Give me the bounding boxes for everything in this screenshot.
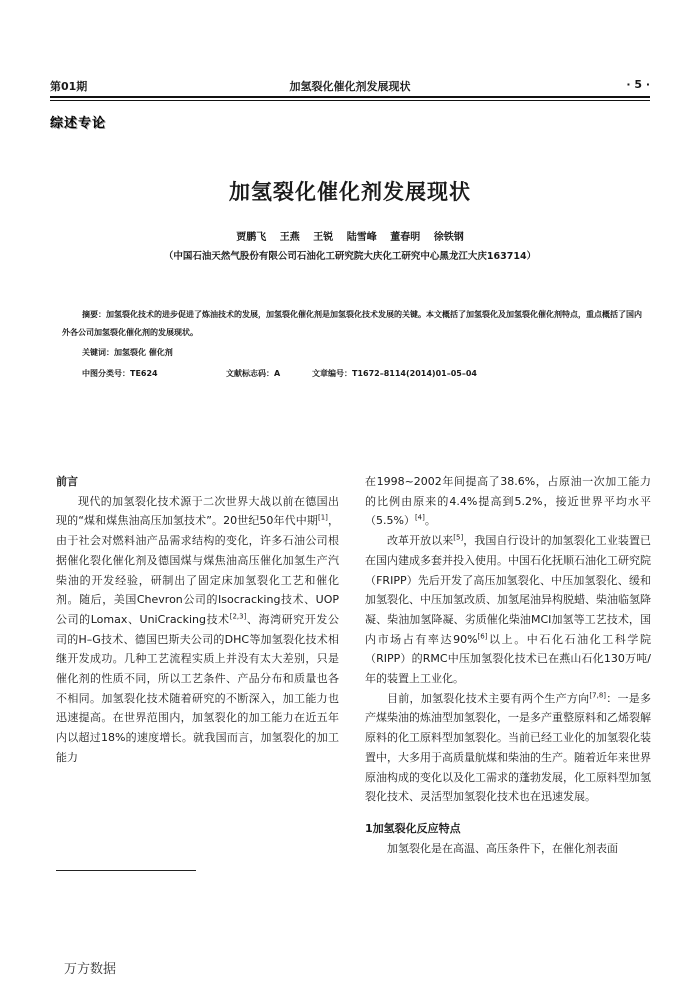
article-number: 文章编号：T1672–8114(2014)01–05–04 (312, 369, 477, 378)
right-text-2c: 以上。中石化石油化工科学院（RIPP）的RMC中压加氢裂化技术已在燕山石化130万吨/年的装置上工业化。 (365, 632, 652, 686)
footnote-rule (56, 870, 196, 871)
right-paragraph-2 (365, 531, 651, 689)
abstract: 摘要：加氢裂化技术的进步促进了炼油技术的发展，加氢裂化催化剂是加氢裂化技术发展的关键。本文概括了加氢裂化及加氢裂化催化剂特点，重点概括了国内外各公司加氢裂化催化剂的发展现状。 (62, 310, 642, 337)
right-paragraph-1 (365, 472, 651, 531)
intro-heading: 前言 (56, 475, 78, 488)
right-paragraph-3 (365, 689, 651, 807)
section-tag: 综述专论 (50, 116, 107, 131)
header-rule (50, 96, 650, 98)
right-column (365, 472, 651, 858)
right-text-3b: ：一是多产煤柴油的炼油型加氢裂化，一是多产重整原料和乙烯裂解原料的化工原料型加氢裂化。当前已经工业化的加氢裂化装置中，大多用于高质量航煤和柴油的生产。随着近年来世界原油构成的变化以及化工需求的蓬勃发展，化工原料型加氢裂化技术、灵活型加氢裂化技术也在迅速发展。 (365, 691, 652, 804)
right-text-1-end: 。 (424, 514, 436, 528)
right-text-1: 在1998~2002年间提高了38.6%，占原油一次加工能力的比例由原来的4.4%提高到5.2%，接近世界平均水平（5.5%） (365, 475, 651, 528)
header-rule-thin (50, 100, 650, 101)
intro-paragraph (56, 492, 339, 768)
document-code: 文献标志码：A (226, 369, 281, 378)
ref-6[interactable]: [6] (477, 631, 488, 640)
left-column (56, 472, 339, 768)
ref-2-3[interactable]: [2,3] (229, 612, 247, 621)
header-page-number: · 5 · (626, 78, 650, 91)
article-affiliation: （中国石油天然气股份有限公司石油化工研究院大庆化工研究中心黑龙江大庆163714） (163, 251, 537, 262)
ref-5[interactable]: [5] (453, 533, 464, 542)
right-text-2: 改革开放以来 (387, 534, 454, 548)
article-authors: 贾鹏飞 王燕 王锐 陆雪峰 董春明 徐铁钢 (236, 232, 464, 243)
header-issue: 第01期 (50, 80, 88, 93)
ref-4[interactable]: [4] (414, 513, 425, 522)
section-1-paragraph: 加氢裂化是在高温、高压条件下，在催化剂表面 (387, 841, 618, 855)
ref-1[interactable]: [1] (317, 513, 328, 522)
intro-text-2: ，由于社会对燃料油产品需求结构的变化，许多石油公司根据催化裂化催化剂及德国煤与煤焦油高压催化加氢生产汽柴油的开发经验，研制出了固定床加氢裂化工艺和催化剂。随后，美国Chevron公司的Isocracking技术、UOP公司的Lomax、UniCracking技术 (56, 514, 340, 626)
intro-text-3: 、海湾研究开发公司的H–G技术、德国巴斯夫公司的DHC等加氢裂化技术相继开发成功。几种工艺流程实质上并没有太大差别，只是催化剂的性质不同，所以工艺条件、产品分布和质量也各不相同。加氢裂化技术随着研究的不断深入，加工能力也迅速提高。在世界范围内，加氢裂化的加工能力在近五年内以超过18%的速度增长。就我国而言，加氢裂化的加工能力 (56, 612, 339, 764)
ref-7-8[interactable]: [7,8] (589, 691, 607, 700)
header-running-title: 加氢裂化催化剂发展现状 (289, 80, 411, 93)
section-1-heading: 1加氢裂化反应特点 (365, 821, 461, 835)
right-text-3: 目前，加氢裂化技术主要有两个生产方向 (387, 691, 590, 705)
keywords: 关键词：加氢裂化 催化剂 (82, 348, 173, 357)
clc-number: 中图分类号：TE624 (82, 369, 158, 378)
watermark: 万方数据 (64, 962, 117, 977)
intro-text-1: 现代的加氢裂化技术源于二次世界大战以前在德国出现的“煤和煤焦油高压加氢技术”。20世纪50年代中期 (56, 494, 339, 528)
article-title: 加氢裂化催化剂发展现状 (229, 180, 471, 204)
right-text-2b: ，我国自行设计的加氢裂化工业装置已在国内建成多套并投入使用。中国石化抚顺石油化工研究院（FRIPP）先后开发了高压加氢裂化、中压加氢裂化、缓和加氢裂化、中压加氢改质、加氢尾油异构脱蜡、柴油临氢降凝、柴油加氢降凝、劣质催化柴油MCI加氢等工艺技术，国内市场占有率达90% (365, 534, 651, 646)
